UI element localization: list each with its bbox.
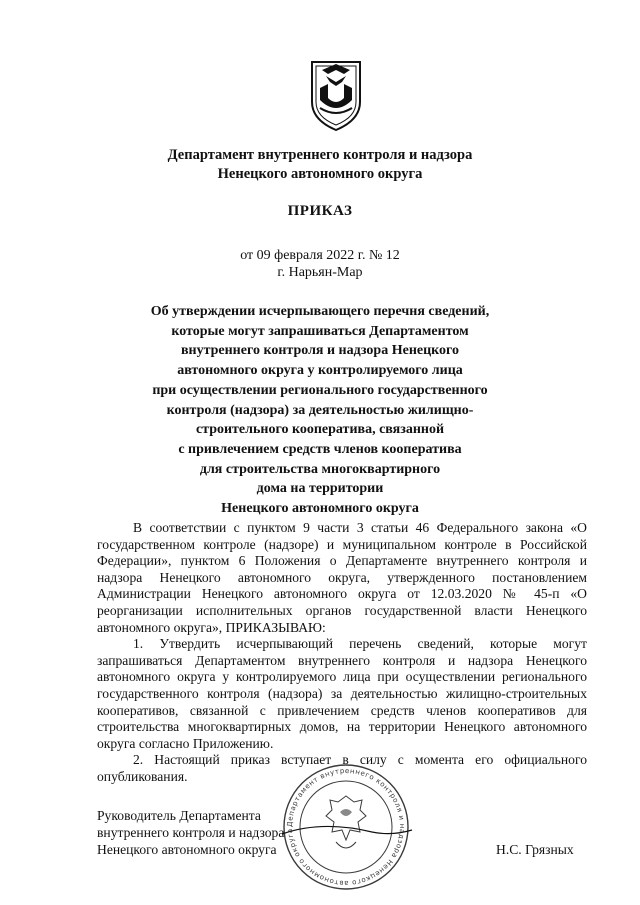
item-2-paragraph: 2. Настоящий приказ вступает в силу с момента его официального опубликования. [97,752,587,784]
subject-line: с привлечением средств членов кооператива [178,441,462,457]
order-body [97,520,587,786]
subject-line: Об утверждении исчерпывающего перечня сведений, [150,304,490,319]
order-city: г. Нарьян-Мар [277,265,363,280]
position-line-2: внутреннего контроля и надзора [97,824,285,840]
subject-line: автономного округа у контролируемого лица [177,363,463,379]
item-1-paragraph: 1. Утвердить исчерпывающий перечень сведений, которые могут запрашиваться Департаментом внутреннего контроля и надзора Ненецкого автономного округа у контролируемого лица при осуществлении регионального государственного контроля (надзора) за деятельностью жилищно-строительных кооперативов, связанной с привлечением средств членов кооперативов для строительства многоквартирных домов, на территории Ненецкого автономного округа согласно Приложению. [97,636,587,751]
subject-line: строительного кооператива, связанной [195,422,445,438]
department-line-1: Департамент внутреннего контроля и надзора [167,147,473,163]
subject-line: для строительства многоквартирного [199,461,441,477]
position-line-3: Ненецкого автономного округа [97,841,277,857]
preamble-paragraph: В соответствии с пунктом 9 части 3 статьи 46 Федерального закона «О государственном контроле (надзоре) и муниципальном контроле в Российской Федерации», пунктом 6 Положения о Департаменте внутреннего контроля и надзора Ненецкого автономного округа, утвержденного постановлением Администрации Ненецкого автономного округа от 12.03.2020 № 45-п «О реорганизации исполнительных органов государственной власти Ненецкого автономного округа», ПРИКАЗЫВАЮ: [97,520,587,635]
order-date: от 09 февраля 2022 г. № 12 [240,248,400,263]
subject-line: внутреннего контроля и надзора Ненецкого [180,343,460,359]
stamp-ring-text: Департамент внутреннего контроля и надзора Ненецкого автономного округа [285,766,407,888]
signatory-name: Н.С. Грязных [496,842,574,857]
subject-line: дома на территории [256,481,384,497]
official-stamp [262,760,430,894]
subject-line: Ненецкого автономного округа [221,501,419,517]
subject-line: контроля (надзора) за деятельностью жилищно- [166,402,474,418]
position-line-1: Руководитель Департамента [97,808,261,823]
order-subject [0,302,640,519]
subject-line: которые могут запрашиваться Департаментом [171,323,469,339]
coat-of-arms-emblem [308,58,364,132]
signatory-position [97,808,284,858]
subject-line: при осуществлении регионального государственного [152,382,488,398]
order-title: ПРИКАЗ [287,203,353,219]
department-header [0,146,640,184]
department-line-2: Ненецкого автономного округа [217,166,423,182]
